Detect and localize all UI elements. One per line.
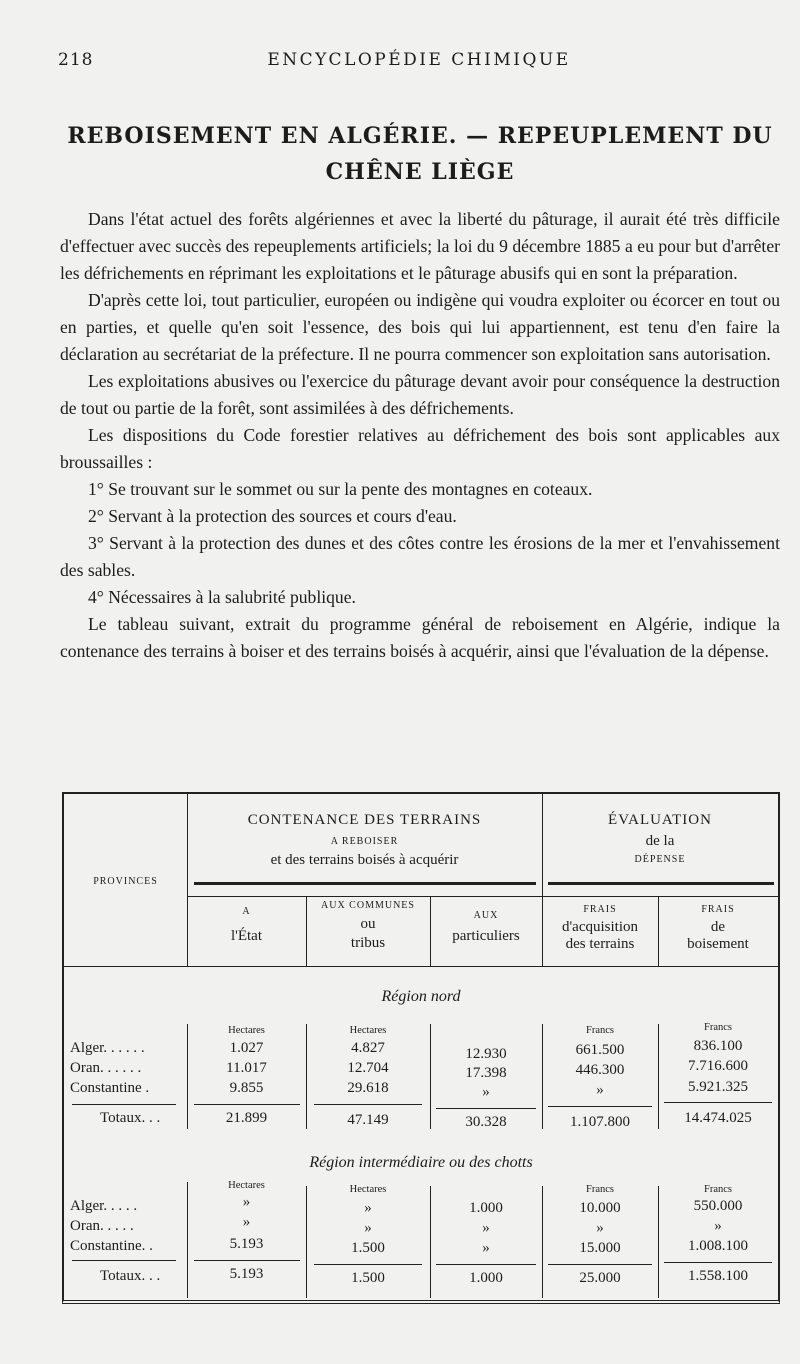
paragraph: Le tableau suivant, extrait du programme général de reboisement en Algérie, indique la contenance des terrains à boiser et des terrains boisés à acquérir, ainsi que l'évaluation de la dépense. xyxy=(60,614,780,661)
list-item: 4° Nécessaires à la salubrité publique. xyxy=(88,587,356,607)
section-title xyxy=(60,118,780,190)
list-item: 1° Se trouvant sur le sommet ou sur la pente des montagnes en coteaux. xyxy=(88,479,593,499)
col-header-communes: tribus xyxy=(350,935,386,951)
contenance-header: CONTENANCE DES TERRAINS xyxy=(247,812,482,828)
header-rule xyxy=(548,882,774,885)
section-heading: Région nord xyxy=(381,988,461,1005)
province-name: Alger. . . . . . xyxy=(70,1040,145,1056)
paragraph: Dans l'état actuel des forêts algériennes et avec la liberté du pâturage, il aurait été très difficile d'effectuer avec succès des repeuplements artificiels; la loi du 9 décembre 1885 a eu pour but d'arrêter les défrichements en réprimant les exploitations et le pâturage abusifs qui en sont la préparation. xyxy=(60,209,780,283)
total-rule xyxy=(72,1260,176,1261)
total-rule xyxy=(548,1264,652,1265)
cell-communes: » xyxy=(364,1200,372,1216)
reforestation-table xyxy=(62,792,780,1304)
paragraph: Les exploitations abusives ou l'exercice du pâturage devant avoir pour conséquence la destruction de tout ou partie de la forêt, sont assimilées à des défrichements. xyxy=(60,371,780,418)
evaluation-header: ÉVALUATION xyxy=(608,812,712,828)
province-name: Alger. . . . . xyxy=(70,1198,138,1214)
total-rule xyxy=(436,1264,536,1265)
col-header-particuliers: particuliers xyxy=(452,928,520,944)
cell-etat: 11.017 xyxy=(226,1060,267,1076)
unit-label: Francs xyxy=(586,1025,614,1036)
body-text xyxy=(60,206,780,665)
total-rule xyxy=(314,1104,422,1105)
page-number: 218 xyxy=(58,50,94,70)
col-header-etat: A xyxy=(242,906,251,917)
cell-particuliers: 1.000 xyxy=(469,1200,503,1216)
province-name: Oran. . . . . xyxy=(70,1218,134,1234)
cell-etat: » xyxy=(242,1214,251,1230)
total-rule xyxy=(72,1104,176,1105)
cell-acquisition: » xyxy=(596,1220,604,1236)
cell-etat: 9.855 xyxy=(229,1080,264,1096)
section-heading: Région intermédiaire ou des chotts xyxy=(309,1154,533,1171)
total-communes: 1.500 xyxy=(351,1270,385,1286)
paragraph: Les dispositions du Code forestier relatives au défrichement des bois sont applicables aux broussailles : xyxy=(60,425,780,472)
unit-label: Hectares xyxy=(349,1025,387,1036)
cell-boisement: 1.008.100 xyxy=(688,1238,748,1254)
totals-label: Totaux. . . xyxy=(100,1110,161,1126)
evaluation-subheader: DÉPENSE xyxy=(634,854,686,865)
cell-particuliers: » xyxy=(482,1240,490,1256)
col-header-boisement: boisement xyxy=(687,936,749,952)
unit-label: Hectares xyxy=(228,1025,265,1036)
total-etat: 21.899 xyxy=(225,1110,268,1126)
cell-etat: 1.027 xyxy=(229,1040,264,1056)
total-rule xyxy=(314,1264,422,1265)
cell-particuliers: 12.930 xyxy=(465,1046,507,1062)
cell-boisement: 836.100 xyxy=(693,1038,743,1054)
list-item: 3° Servant à la protection des dunes et des côtes contre les érosions de la mer et l'envahissement des sables. xyxy=(60,533,780,580)
totals-label: Totaux. . . xyxy=(100,1268,161,1284)
province-name: Constantine. . xyxy=(70,1238,153,1254)
cell-etat: 5.193 xyxy=(229,1236,264,1252)
total-rule xyxy=(436,1108,536,1109)
total-rule xyxy=(194,1260,300,1261)
paragraph: D'après cette loi, tout particulier, européen ou indigène qui voudra exploiter ou écorcer en tout ou en parties, et quelle qu'en soit l'essence, des bois qui lui appartiennent, est tenu d'en faire la déclaration au secrétariat de la préfecture. Il ne pourra commencer son exploitation sans autorisation. xyxy=(60,290,780,364)
col-header-communes: AUX COMMUNES xyxy=(321,900,415,911)
running-head: ENCYCLOPÉDIE CHIMIQUE xyxy=(267,50,571,70)
section-title-line-2: CHÊNE LIÈGE xyxy=(325,159,515,185)
total-rule xyxy=(664,1102,772,1103)
page-header xyxy=(58,50,780,76)
total-acquisition: 25.000 xyxy=(579,1270,621,1286)
cell-boisement: 7.716.600 xyxy=(688,1058,748,1074)
total-boisement: 14.474.025 xyxy=(684,1110,752,1126)
province-name: Constantine . xyxy=(70,1080,150,1096)
total-boisement: 1.558.100 xyxy=(688,1268,748,1284)
header-bottom-rule xyxy=(64,966,778,967)
cell-acquisition: 10.000 xyxy=(579,1200,621,1216)
total-rule xyxy=(664,1262,772,1263)
col-header-acquisition: d'acquisition xyxy=(561,919,639,935)
total-rule xyxy=(548,1106,652,1107)
evaluation-subheader: de la xyxy=(645,833,675,849)
total-acquisition: 1.107.800 xyxy=(570,1114,630,1130)
cell-boisement: 550.000 xyxy=(693,1198,743,1214)
cell-boisement: 5.921.325 xyxy=(688,1079,748,1095)
cell-communes: 29.618 xyxy=(347,1080,389,1096)
cell-particuliers: » xyxy=(482,1084,490,1100)
col-header-communes: ou xyxy=(360,916,376,932)
unit-label: Hectares xyxy=(349,1184,387,1195)
total-communes: 47.149 xyxy=(347,1112,389,1128)
col-header-acquisition: des terrains xyxy=(565,936,635,952)
cell-acquisition: 446.300 xyxy=(575,1062,625,1078)
cell-particuliers: » xyxy=(482,1220,490,1236)
header-rule xyxy=(187,896,779,897)
cell-communes: » xyxy=(364,1220,372,1236)
header-rule xyxy=(194,882,536,885)
col-header-boisement: de xyxy=(710,919,726,935)
col-header-boisement: FRAIS xyxy=(701,904,735,915)
province-name: Oran. . . . . . xyxy=(70,1060,142,1076)
section-title-line-1: REBOISEMENT EN ALGÉRIE. — REPEUPLEMENT DU xyxy=(67,123,773,149)
col-header-etat: l'État xyxy=(230,928,263,944)
cell-acquisition: 661.500 xyxy=(575,1042,625,1058)
cell-communes: 12.704 xyxy=(347,1060,389,1076)
unit-label: Francs xyxy=(586,1184,614,1195)
total-etat: 5.193 xyxy=(229,1266,264,1282)
unit-label: Hectares xyxy=(228,1180,265,1191)
cell-boisement: » xyxy=(714,1218,722,1234)
total-particuliers: 30.328 xyxy=(465,1114,507,1130)
unit-label: Francs xyxy=(704,1022,732,1033)
cell-communes: 1.500 xyxy=(351,1240,385,1256)
total-rule xyxy=(194,1104,300,1105)
list-item: 2° Servant à la protection des sources et cours d'eau. xyxy=(88,506,457,526)
cell-acquisition: 15.000 xyxy=(579,1240,621,1256)
provinces-header: PROVINCES xyxy=(93,876,158,887)
contenance-subheader: A REBOISER xyxy=(330,836,399,847)
unit-label: Francs xyxy=(704,1184,732,1195)
col-header-particuliers: AUX xyxy=(473,910,499,921)
col-header-acquisition: FRAIS xyxy=(583,904,617,915)
total-particuliers: 1.000 xyxy=(469,1270,503,1286)
cell-particuliers: 17.398 xyxy=(465,1065,507,1081)
contenance-subheader: et des terrains boisés à acquérir xyxy=(270,852,459,868)
cell-acquisition: » xyxy=(596,1082,604,1098)
cell-etat: » xyxy=(242,1194,251,1210)
cell-communes: 4.827 xyxy=(351,1040,385,1056)
